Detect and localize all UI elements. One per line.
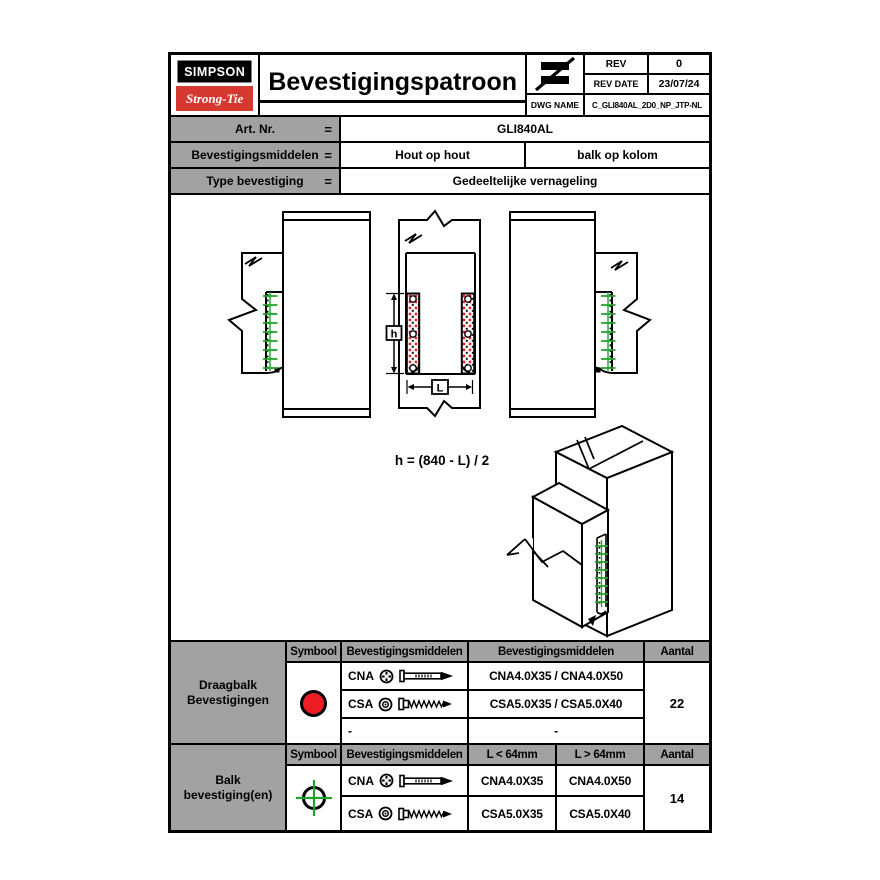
- table2-header-fasteners: Bevestigingsmiddelen: [342, 745, 469, 766]
- table1-csa-value: CSA5.0X35 / CSA5.0X40: [469, 691, 645, 719]
- cna-code: CNA: [348, 669, 374, 683]
- table2-csa-small: CSA5.0X35: [469, 797, 557, 830]
- table1-symbol-cell: [287, 663, 342, 743]
- type-row: [171, 169, 709, 195]
- screw-icon: [398, 697, 454, 711]
- table1-dash-value: -: [469, 719, 645, 743]
- fasteners-value-left: Hout op hout: [341, 143, 526, 167]
- table1-label-line1: Draagbalk: [198, 677, 258, 692]
- table1-count-value: 22: [669, 695, 685, 711]
- type-label-text: Type bevestiging: [206, 174, 304, 188]
- rev-date-label: REV DATE: [585, 75, 649, 95]
- table1-row-label: [171, 642, 287, 743]
- fasteners-row: [171, 143, 709, 169]
- page-title: Bevestigingspatroon: [260, 68, 525, 103]
- height-formula: h = (840 - L) / 2: [394, 453, 490, 468]
- table2-label-line2: bevestiging(en): [183, 787, 273, 802]
- equals-sign: =: [324, 121, 332, 137]
- table1-header-fasteners1: Bevestigingsmiddelen: [342, 642, 469, 663]
- nail-icon: [399, 669, 455, 683]
- isometric-view: [507, 426, 672, 636]
- table2-label-line1: Balk: [215, 772, 241, 787]
- dwg-name-label: DWG NAME: [527, 95, 585, 115]
- csa-head-icon: [378, 806, 393, 821]
- art-nr-row: [171, 117, 709, 143]
- brand-simpson-label: SIMPSON: [176, 59, 253, 84]
- dwg-name-value: C_GLI840AL_2D0_NP_JTP-NL: [592, 100, 702, 110]
- table2-cna-small: CNA4.0X35: [469, 766, 557, 797]
- csa-head-icon: [378, 697, 393, 712]
- rev-value: 0: [649, 55, 709, 75]
- table1-header-symbol: Symbool: [287, 642, 342, 663]
- brand-strongtie-label: Strong-Tie: [176, 86, 253, 111]
- type-value: Gedeeltelijke vernageling: [452, 174, 598, 188]
- revision-block: [527, 55, 709, 115]
- csa-code: CSA: [348, 806, 374, 821]
- red-dot-symbol: [300, 690, 327, 717]
- not-equal-icon: [528, 56, 582, 92]
- cna-code: CNA: [348, 773, 374, 788]
- table2-header-l-large: L > 64mm: [557, 745, 645, 766]
- drawing-sheet: [168, 52, 712, 833]
- title-block: [171, 55, 709, 117]
- art-nr-label: [171, 117, 341, 141]
- table2-symbol-cell: [287, 766, 342, 830]
- table2-row-label: [171, 745, 287, 830]
- table1-cna-value: CNA4.0X35 / CNA4.0X50: [469, 663, 645, 691]
- table2-csa-large: CSA5.0X40: [557, 797, 645, 830]
- table2-cna-cell: [342, 766, 469, 797]
- dim-l-label: L: [436, 382, 444, 395]
- left-side-view: [229, 212, 370, 417]
- table1-cna-cell: [342, 663, 469, 691]
- rev-label: REV: [585, 55, 649, 75]
- drawing-area: [171, 195, 709, 642]
- equals-sign: =: [324, 147, 332, 163]
- brand-logo: [171, 55, 260, 115]
- title-cell: [260, 55, 527, 115]
- right-side-view: [510, 212, 650, 417]
- fasteners-label-text: Bevestigingsmiddelen: [191, 148, 319, 162]
- table1-label-line2: Bevestigingen: [186, 692, 270, 707]
- art-nr-value: GLI840AL: [496, 122, 553, 136]
- beam-fasteners-table: [171, 745, 709, 830]
- rev-date-value: 23/07/24: [649, 75, 709, 95]
- table2-count-value: 14: [669, 790, 685, 806]
- type-label: [171, 169, 341, 193]
- table2-header-l-small: L < 64mm: [469, 745, 557, 766]
- technical-drawing: [171, 195, 709, 640]
- crosshair-symbol: [294, 778, 334, 818]
- cna-head-icon: [379, 773, 394, 788]
- table2-cna-large: CNA4.0X50: [557, 766, 645, 797]
- art-nr-label-text: Art. Nr.: [234, 122, 275, 136]
- fasteners-value-right: balk op kolom: [577, 148, 658, 162]
- table1-header-count: Aantal: [645, 642, 709, 663]
- csa-code: CSA: [348, 697, 374, 711]
- table1-header-fasteners2: Bevestigingsmiddelen: [469, 642, 645, 663]
- dim-h-label: h: [390, 328, 398, 341]
- front-view: [386, 211, 480, 416]
- table2-header-symbol: Symbool: [287, 745, 342, 766]
- equals-sign: =: [324, 173, 332, 189]
- table1-dash-cell: -: [342, 719, 469, 743]
- carrier-beam-fasteners-table: [171, 642, 709, 745]
- table2-csa-cell: [342, 797, 469, 830]
- projection-symbol-icon: [527, 55, 585, 95]
- nail-icon: [399, 774, 455, 788]
- table2-header-count: Aantal: [645, 745, 709, 766]
- table1-csa-cell: [342, 691, 469, 719]
- fasteners-label: [171, 143, 341, 167]
- screw-icon: [398, 807, 454, 821]
- cna-head-icon: [379, 669, 394, 684]
